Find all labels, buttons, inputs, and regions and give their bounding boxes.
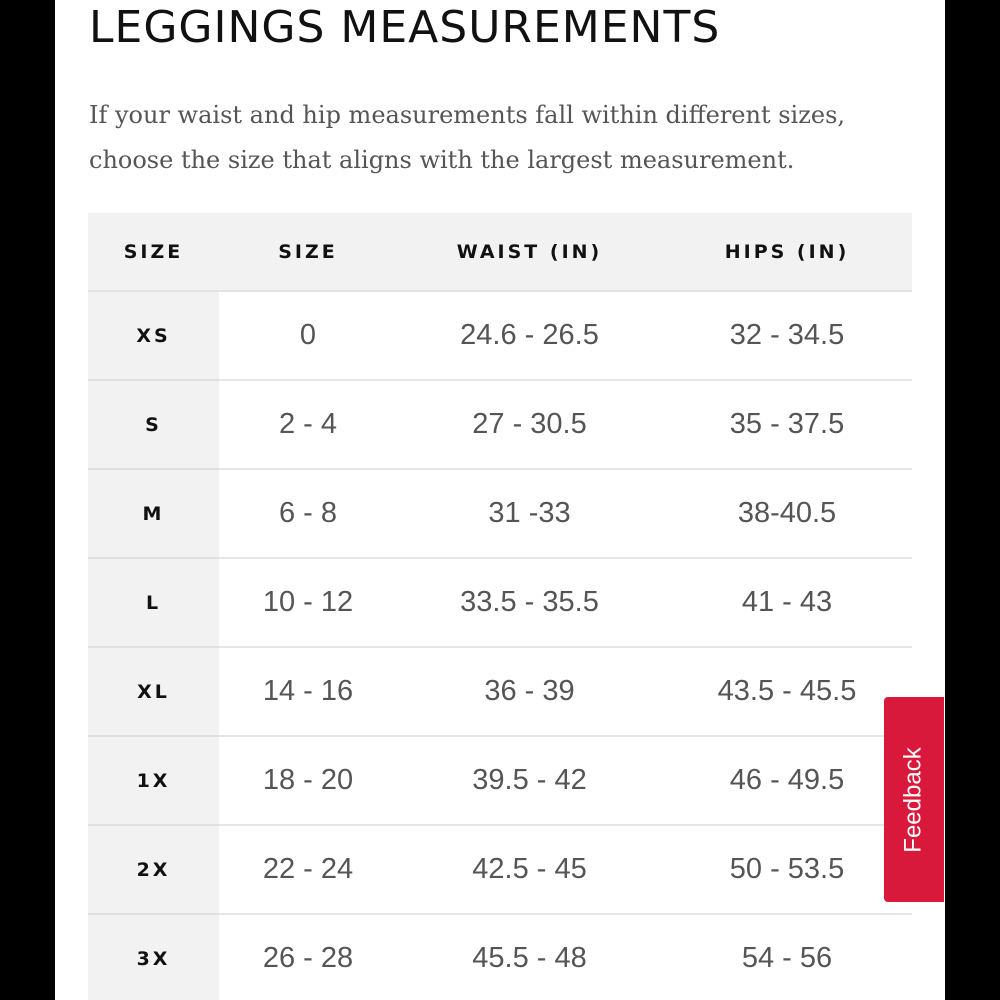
size-number-cell: 22 - 24 [219,825,397,914]
hips-cell: 50 - 53.5 [662,825,912,914]
size-label-cell: 1X [88,736,219,825]
size-number-cell: 10 - 12 [219,558,397,647]
waist-cell: 42.5 - 45 [397,825,662,914]
table-row [88,736,912,825]
table-row [88,291,912,380]
size-label-cell: M [88,469,219,558]
size-label-cell: S [88,380,219,469]
table-header [88,213,912,291]
table-row [88,914,912,1000]
header-size-label: SIZE [88,213,219,291]
size-label-cell: XS [88,291,219,380]
table-row [88,469,912,558]
size-label-cell: 3X [88,914,219,1000]
table-row [88,558,912,647]
page-title: LEGGINGS MEASUREMENTS [89,2,721,53]
hips-cell: 32 - 34.5 [662,291,912,380]
page [55,0,945,1000]
waist-cell: 27 - 30.5 [397,380,662,469]
table-row [88,647,912,736]
waist-cell: 24.6 - 26.5 [397,291,662,380]
hips-cell: 41 - 43 [662,558,912,647]
hips-cell: 35 - 37.5 [662,380,912,469]
hips-cell: 54 - 56 [662,914,912,1000]
size-number-cell: 18 - 20 [219,736,397,825]
waist-cell: 31 -33 [397,469,662,558]
size-number-cell: 2 - 4 [219,380,397,469]
size-guide-description: If your waist and hip measurements fall within different sizes, choose the size that aligns with the largest measurement. [89,101,846,174]
header-row [88,213,912,291]
waist-cell: 45.5 - 48 [397,914,662,1000]
hips-cell: 43.5 - 45.5 [662,647,912,736]
size-number-cell: 14 - 16 [219,647,397,736]
size-label-cell: L [88,558,219,647]
table-body [88,291,912,1000]
header-hips: HIPS (IN) [662,213,912,291]
feedback-button[interactable] [884,697,944,902]
waist-cell: 39.5 - 42 [397,736,662,825]
size-label-cell: 2X [88,825,219,914]
size-number-cell: 0 [219,291,397,380]
hips-cell: 46 - 49.5 [662,736,912,825]
size-number-cell: 26 - 28 [219,914,397,1000]
table-row [88,825,912,914]
feedback-label: Feedback [900,746,927,853]
hips-cell: 38-40.5 [662,469,912,558]
size-label-cell: XL [88,647,219,736]
table-row [88,380,912,469]
size-chart-table [88,213,912,1000]
waist-cell: 36 - 39 [397,647,662,736]
header-size-number: SIZE [219,213,397,291]
waist-cell: 33.5 - 35.5 [397,558,662,647]
header-waist: WAIST (IN) [397,213,662,291]
size-number-cell: 6 - 8 [219,469,397,558]
